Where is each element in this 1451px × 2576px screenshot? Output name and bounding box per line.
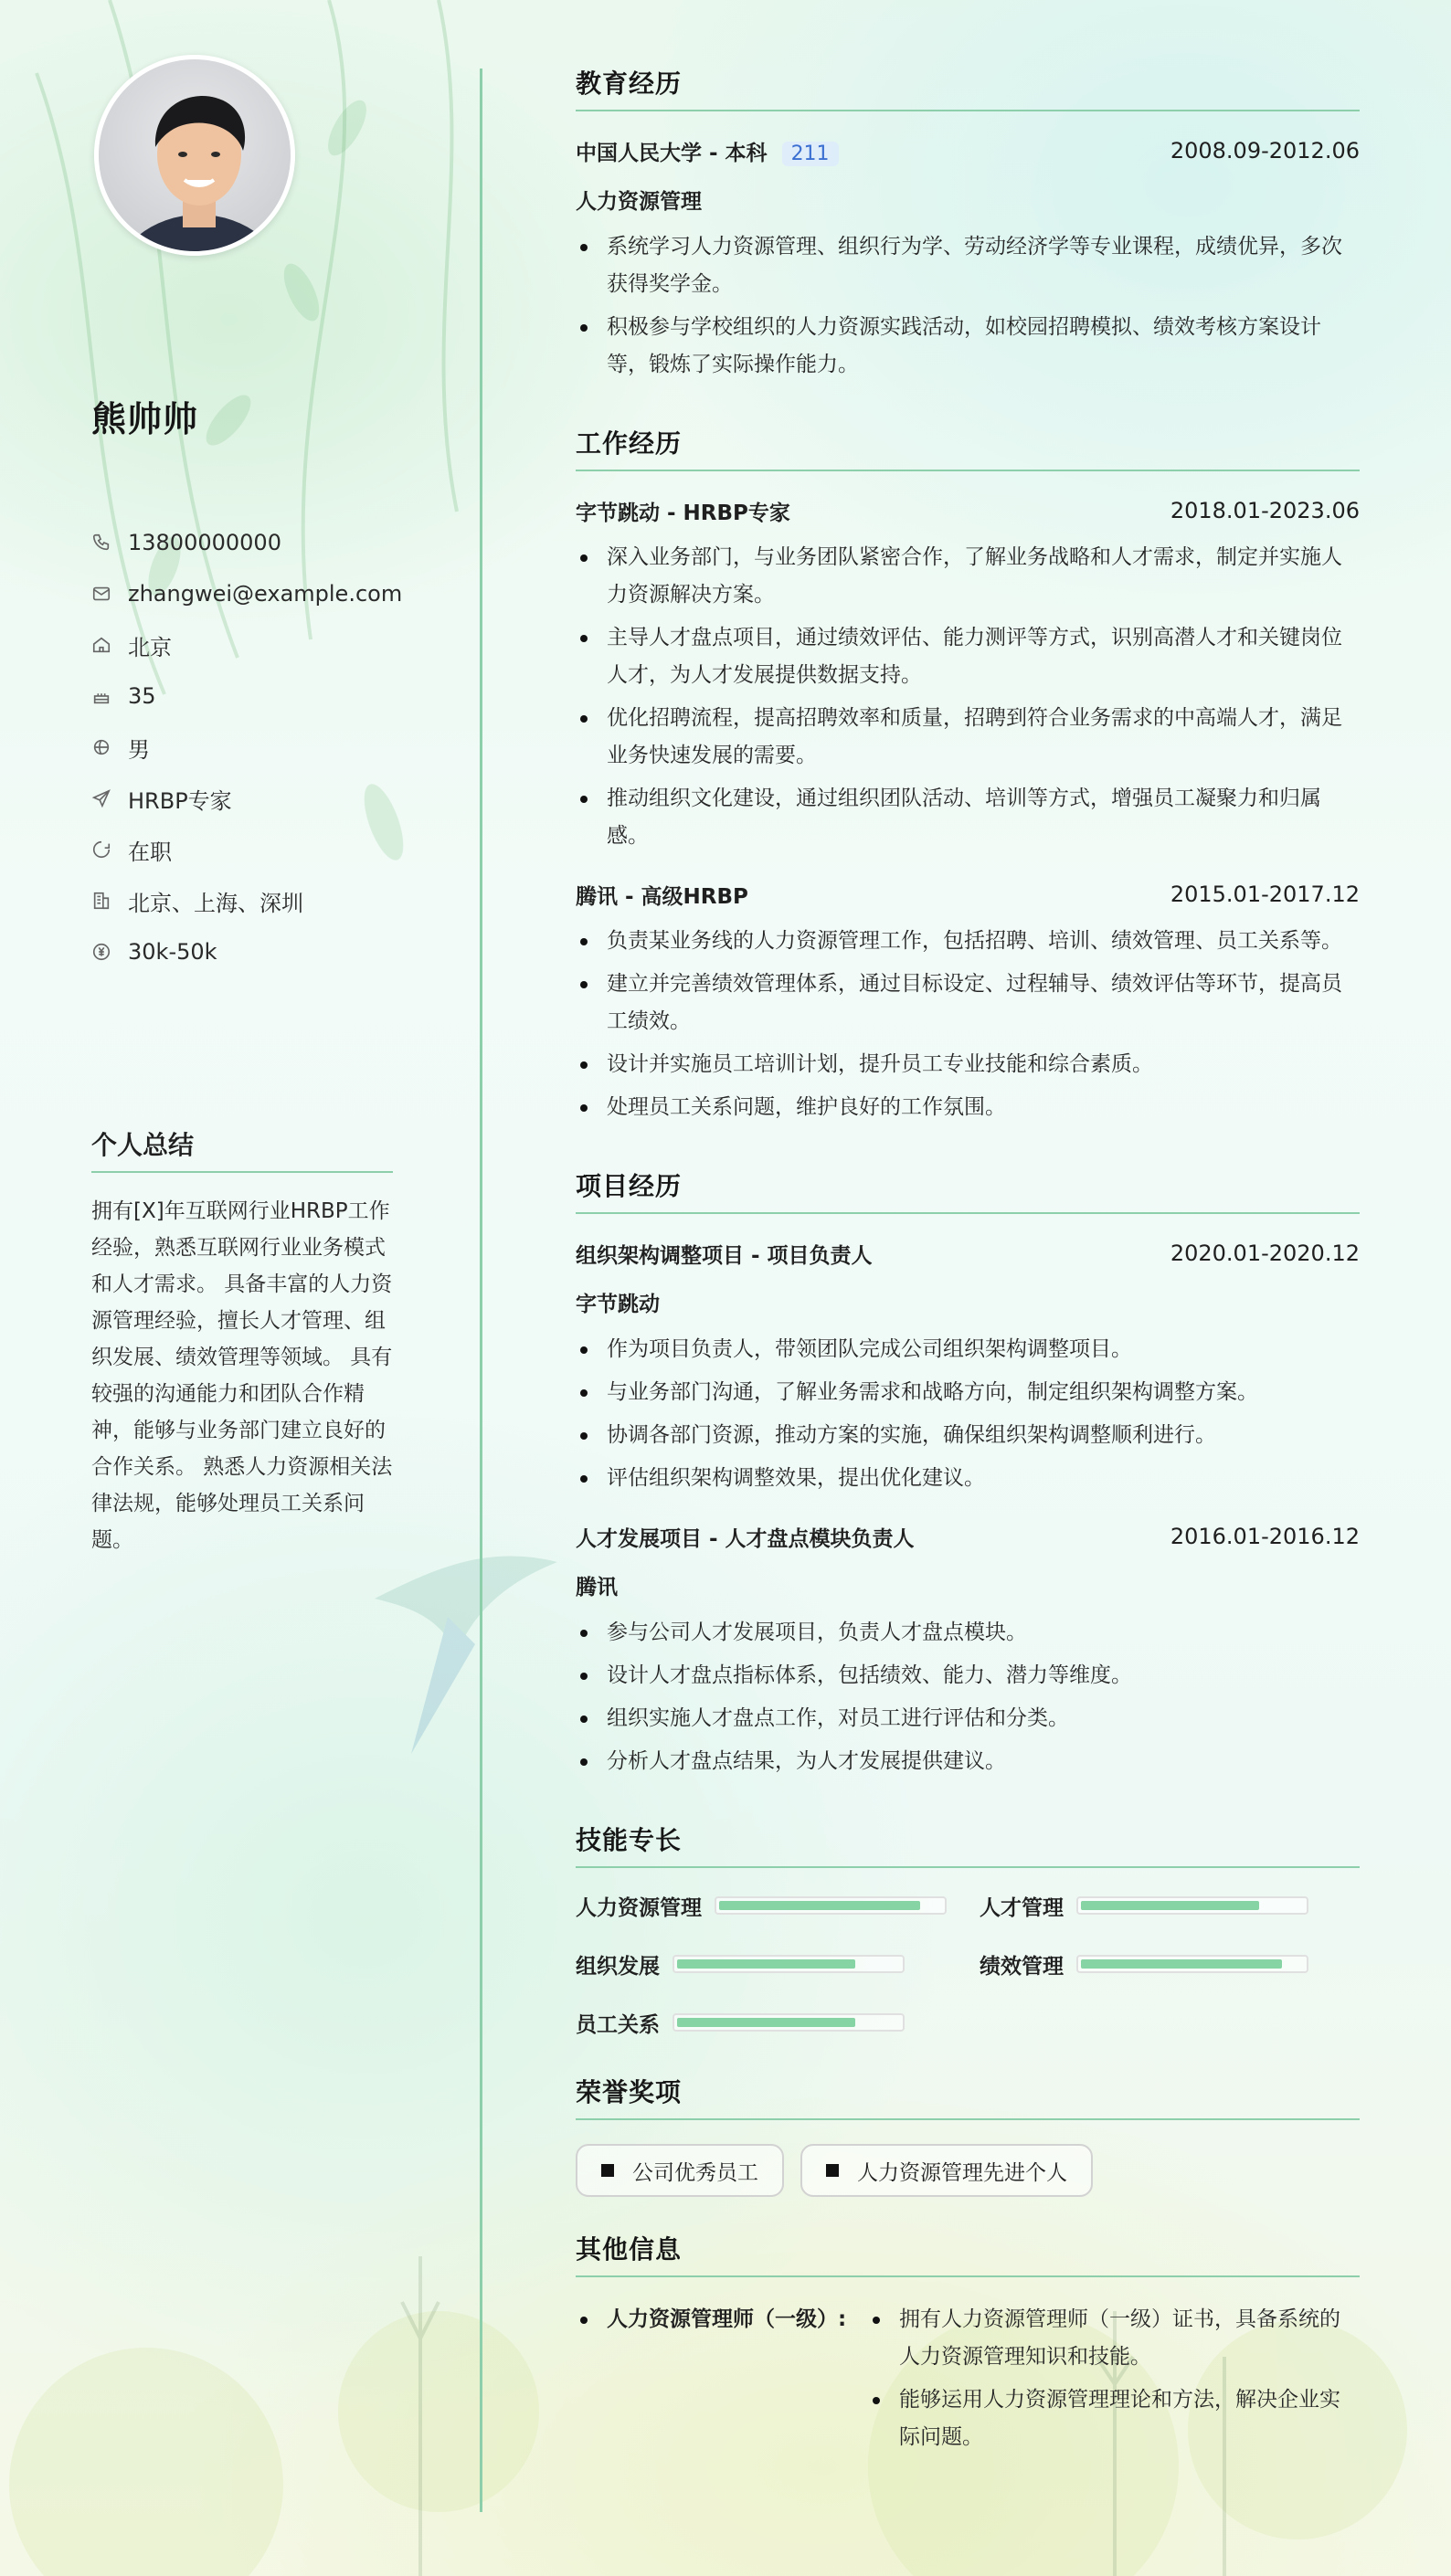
list-item: 参与公司人才发展项目，负责人才盘点模块。 [576, 1614, 1360, 1652]
skill-item [576, 1950, 980, 1978]
awards-section [576, 2073, 1360, 2197]
status-text: 在职 [128, 839, 172, 865]
project-entry [576, 1238, 1360, 1497]
job-date: 2018.01-2023.06 [1170, 498, 1360, 523]
gender-text: 男 [128, 736, 150, 763]
list-item: 推动组织文化建设，通过组织团队活动、培训等方式，增强员工凝聚力和归属感。 [576, 780, 1360, 855]
skill-bar-fill [719, 1901, 920, 1910]
skill-item [576, 2009, 980, 2036]
skill-name: 人力资源管理 [576, 1895, 702, 1920]
cake-icon [91, 686, 111, 706]
education-section [576, 64, 1360, 384]
projects-title: 项目经历 [576, 1167, 1360, 1214]
send-icon [91, 788, 111, 808]
awards-title: 荣誉奖项 [576, 2073, 1360, 2120]
building-icon [91, 891, 111, 911]
summary-text: 拥有[X]年互联网行业HRBP工作经验，熟悉互联网行业业务模式和人才需求。 具备丰富的人力资源管理经验，擅长人才管理、组织发展、绩效管理等领域。 具有较强的沟通能力和团队合作精神，能够与业务部门建立良好的合作关系。 熟悉人力资源相关法律法规，能够处理员工关系问题。 [91, 1199, 393, 1552]
info-row-status [91, 824, 393, 875]
list-item: 优化招聘流程，提高招聘效率和质量，招聘到符合业务需求的中高端人才，满足业务快速发展的需要。 [576, 700, 1360, 775]
column-divider [480, 69, 482, 2512]
work-title: 工作经历 [576, 424, 1360, 471]
phone-icon [91, 533, 111, 553]
other-title: 其他信息 [576, 2230, 1360, 2277]
education-bullets [576, 228, 1360, 384]
salary-text: 30k-50k [128, 939, 217, 965]
info-row-locations [91, 875, 393, 926]
award-label: 公司优秀员工 [632, 2160, 758, 2185]
city-text: 北京 [128, 634, 172, 660]
list-item: 深入业务部门，与业务团队紧密合作，了解业务战略和人才需求，制定并实施人力资源解决方案。 [576, 539, 1360, 614]
project-bullets [576, 1614, 1360, 1780]
job-entry [576, 879, 1360, 1126]
candidate-name: 熊帅帅 [91, 399, 199, 439]
phone-text[interactable]: 13800000000 [128, 530, 281, 555]
info-row-salary [91, 926, 393, 977]
project-title: 人才发展项目 - 人才盘点模块负责人 [576, 1526, 915, 1551]
award-label: 人力资源管理先进个人 [857, 2160, 1067, 2185]
age-text: 35 [128, 683, 156, 709]
skill-name: 组织发展 [576, 1954, 660, 1979]
list-item: 评估组织架构调整效果，提出优化建议。 [576, 1460, 1360, 1497]
skill-bar [1076, 1896, 1308, 1915]
info-row-gender [91, 722, 393, 773]
project-company: 字节跳动 [576, 1293, 660, 1316]
yen-icon [91, 942, 111, 962]
project-head [576, 1521, 1360, 1552]
job-bullets [576, 923, 1360, 1126]
skill-name: 员工关系 [576, 2012, 660, 2037]
list-item: 作为项目负责人，带领团队完成公司组织架构调整项目。 [576, 1331, 1360, 1368]
project-title: 组织架构调整项目 - 项目负责人 [576, 1243, 873, 1268]
info-row-email [91, 568, 403, 619]
list-item: 主导人才盘点项目，通过绩效评估、能力测评等方式，识别高潜人才和关键岗位人才，为人才发展提供数据支持。 [576, 619, 1360, 694]
school-name: 中国人民大学 - 本科 [576, 141, 768, 165]
award-chip [800, 2144, 1093, 2197]
skill-bar-fill [1081, 1959, 1282, 1969]
education-title: 教育经历 [576, 64, 1360, 111]
gender-icon [91, 737, 111, 757]
list-item: 组织实施人才盘点工作，对员工进行评估和分类。 [576, 1700, 1360, 1737]
skills-grid [576, 1892, 1360, 2036]
job-bullets [576, 539, 1360, 855]
skill-bar [673, 1955, 905, 1973]
mail-icon [91, 584, 111, 604]
project-date: 2016.01-2016.12 [1170, 1524, 1360, 1549]
list-item: 积极参与学校组织的人力资源实践活动，如校园招聘模拟、绩效考核方案设计等，锻炼了实际操作能力。 [576, 309, 1360, 384]
projects-section [576, 1167, 1360, 1780]
main-content [576, 64, 1360, 2502]
skill-name: 绩效管理 [980, 1954, 1064, 1979]
skill-bar [1076, 1955, 1308, 1973]
skill-bar [715, 1896, 947, 1915]
skill-item [576, 1892, 980, 1919]
other-section [576, 2230, 1360, 2462]
job-title: 字节跳动 - HRBP专家 [576, 501, 790, 525]
list-item: 负责某业务线的人力资源管理工作，包括招聘、培训、绩效管理、员工关系等。 [576, 923, 1360, 960]
job-date: 2015.01-2017.12 [1170, 882, 1360, 907]
contact-info-list [91, 517, 403, 977]
list-item: 协调各部门资源，推动方案的实施，确保组织架构调整顺利进行。 [576, 1417, 1360, 1454]
info-row-phone [91, 517, 393, 568]
list-item: 设计并实施员工培训计划，提升员工专业技能和综合素质。 [576, 1046, 1360, 1083]
project-bullets [576, 1331, 1360, 1497]
skill-bar [673, 2013, 905, 2032]
awards-list [576, 2144, 1360, 2197]
project-entry [576, 1521, 1360, 1780]
avatar [94, 55, 295, 256]
work-section [576, 424, 1360, 1126]
list-item: 分析人才盘点结果，为人才发展提供建议。 [576, 1743, 1360, 1780]
project-company: 腾讯 [576, 1576, 618, 1599]
email-text[interactable]: zhangwei@example.com [128, 581, 403, 607]
skill-item [980, 1950, 1360, 1978]
job-head [576, 495, 1360, 526]
list-item: 系统学习人力资源管理、组织行为学、劳动经济学等专业课程，成绩优异，多次获得奖学金。 [576, 228, 1360, 303]
info-row-position [91, 773, 393, 824]
list-item: 建立并完善绩效管理体系，通过目标设定、过程辅导、绩效评估等环节，提高员工绩效。 [576, 966, 1360, 1040]
list-item: 处理员工关系问题，维护良好的工作氛围。 [576, 1089, 1360, 1126]
job-head [576, 879, 1360, 910]
school-tag: 211 [782, 142, 839, 166]
square-bullet-icon [601, 2164, 614, 2177]
home-icon [91, 635, 111, 655]
job-entry [576, 495, 1360, 855]
list-item: 设计人才盘点指标体系，包括绩效、能力、潜力等维度。 [576, 1657, 1360, 1694]
project-date: 2020.01-2020.12 [1170, 1240, 1360, 1266]
project-head [576, 1238, 1360, 1269]
award-chip [576, 2144, 784, 2197]
skill-name: 人才管理 [980, 1895, 1064, 1920]
position-text: HRBP专家 [128, 787, 232, 814]
square-bullet-icon [826, 2164, 839, 2177]
certificate-bullets [868, 2301, 1360, 2462]
job-title: 腾讯 - 高级HRBP [576, 884, 748, 909]
certificate-label: 人力资源管理师（一级）: [576, 2301, 868, 2462]
education-date: 2008.09-2012.06 [1170, 138, 1360, 164]
other-row [576, 2301, 1360, 2462]
summary-title: 个人总结 [91, 1125, 393, 1173]
education-major: 人力资源管理 [576, 190, 702, 214]
status-icon [91, 839, 111, 860]
skill-bar-fill [677, 2018, 855, 2027]
list-item: 与业务部门沟通，了解业务需求和战略方向，制定组织架构调整方案。 [576, 1374, 1360, 1411]
skills-title: 技能专长 [576, 1821, 1360, 1868]
skill-item [980, 1892, 1360, 1919]
skills-section [576, 1821, 1360, 2036]
skill-bar-fill [677, 1959, 855, 1969]
education-head [576, 135, 1360, 166]
skill-bar-fill [1081, 1901, 1259, 1910]
list-item: 能够运用人力资源管理理论和方法，解决企业实际问题。 [868, 2381, 1360, 2456]
locations-text: 北京、上海、深圳 [128, 890, 303, 916]
info-row-age [91, 670, 393, 722]
info-row-city [91, 619, 393, 670]
list-item: 拥有人力资源管理师（一级）证书，具备系统的人力资源管理知识和技能。 [868, 2301, 1360, 2376]
